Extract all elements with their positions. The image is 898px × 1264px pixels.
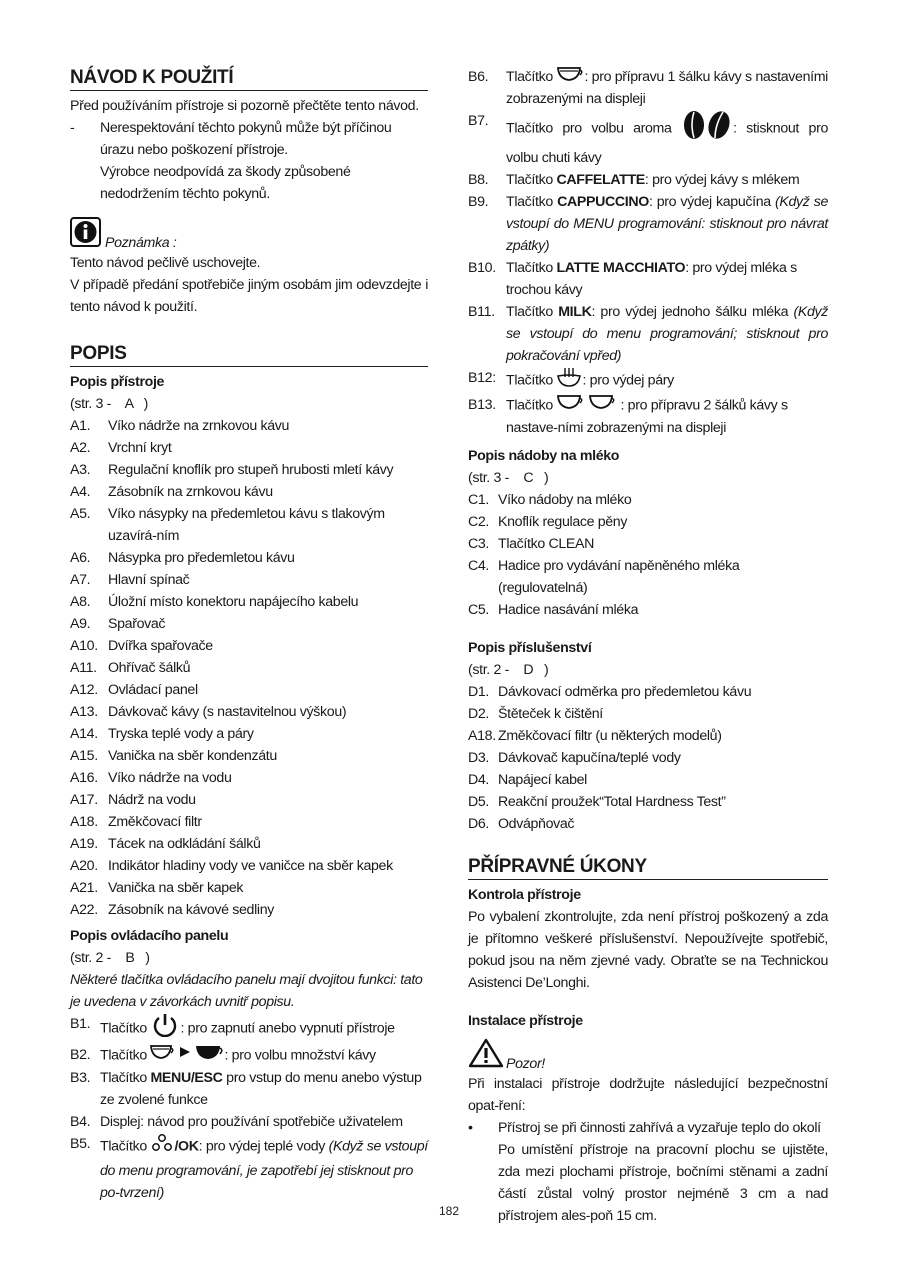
list-item-label: A7. [70,572,91,588]
list-item [468,791,828,813]
check-heading: Kontrola přístroje [468,887,581,904]
list-item-b10: B10. Tlačítko LATTE MACCHIATO: pro výdej mléka s trochou kávy [468,260,797,299]
note-block [70,217,428,252]
list-item [70,701,428,723]
list-item [468,533,828,555]
bullet-item-continuation: Po umístění přístroje na pracovní plochu se ujistěte, zda mezi plochami přístroje, bočními stěnami a zadní částí zůstal volný prostor nejméně 3 cm a nad přístrojem ales-poň 15 cm. [498,1142,828,1225]
list-item-label: C3. [468,536,490,553]
list-item-text: Úložní místo konektoru napájecího kabelu [108,594,359,610]
list-item-b11: B11. Tlačítko MILK: pro výdej jednoho šálku mléka (Když se vstoupí do menu programování; stisknout pro pokračování vpřed) [468,304,828,365]
list-item-label: A11. [70,660,97,676]
list-item [468,769,828,791]
power-icon [150,1013,180,1044]
list-item-label: A14. [70,726,98,742]
list-item-label: D5. [468,794,490,811]
list-item [70,657,428,679]
list-item [468,555,828,599]
list-item-text: Tácek na odkládání šálků [108,836,261,852]
list-item [70,679,428,701]
list-item-label: A16. [70,770,98,786]
list-item [70,415,428,437]
list-item-text: Napájecí kabel [498,772,587,789]
list-item [70,437,428,459]
list-item-text: Dvířka spařovače [108,638,213,654]
list-item-label: A6. [70,550,91,566]
list-item-b6: B6. Tlačítko : pro přípravu 1 šálku kávy s nastaveními zobrazenými na displeji [468,66,828,110]
list-item [468,599,828,621]
list-item-label: C1. [468,492,490,509]
list-item [468,489,828,511]
list-item-text: Změkčovací filtr [108,814,202,830]
note-line-1: Tento návod pečlivě uschovejte. [70,255,261,271]
list-item-label: A13. [70,704,98,720]
list-item-text: Vanička na sběr kapek [108,880,244,896]
list-item-b8: B8. Tlačítko CAFFELATTE: pro výdej kávy s mlékem [468,172,800,189]
list-item-b7: B7. Tlačítko pro volbu aroma : stisknout pro volbu chuti kávy [468,110,828,169]
milk-ref: (str. 3 - C ) [468,470,549,487]
list-item [468,703,828,725]
list-item-text: Nádrž na vodu [108,792,196,808]
list-item-b3: B3. Tlačítko MENU/ESC pro vstup do menu anebo výstup ze zvolené funkce [70,1070,422,1108]
list-item-label: C2. [468,514,490,531]
list-item-text: Reakční proužek“Total Hardness Test” [498,794,726,811]
list-item-label: D2. [468,706,490,723]
list-item-text: Knoflík regulace pěny [498,514,628,531]
section-title-navod: NÁVOD K POUŽITÍ [70,66,428,91]
list-item-text: Odvápňovač [498,816,575,833]
list-item-label: A18. [70,814,98,830]
list-item [70,569,428,591]
list-item-label: A2. [70,440,91,456]
list-item [70,613,428,635]
list-item [70,723,428,745]
list-item-text: Zásobník na zrnkovou kávu [108,484,273,500]
accessories-heading: Popis příslušenství [468,640,592,657]
section-title-priprava: PŘÍPRAVNÉ ÚKONY [468,855,828,880]
list-item-b13: B13. Tlačítko : pro přípravu 2 šálků kávy s nastave-ními zobrazenými na displeji [468,394,828,439]
list-item-text: Spařovač [108,616,166,632]
list-item-label: A9. [70,616,91,632]
panel-note: Některé tlačítka ovládacího panelu mají dvojitou funkci: tato je uvedena v závorkách uvnitř popisu. [70,972,423,1010]
list-item [468,681,828,703]
device-ref: (str. 3 - A ) [70,396,149,412]
list-item-text: Dávkovací odměrka pro předemletou kávu [498,684,752,701]
list-item-text: Hlavní spínač [108,572,190,588]
note-label: Poznámka : [105,235,177,251]
list-item-text: Víko nádoby na mléko [498,492,632,509]
list-item [70,877,428,899]
intro-text: Před používáním přístroje si pozorně přečtěte tento návod. [70,98,419,114]
list-item-text: Ohřívač šálků [108,660,191,676]
list-item [70,899,428,921]
list-item-text: Regulační knoflík pro stupeň hrubosti mletí kávy [108,462,394,478]
two-cups-icon [556,394,620,417]
list-item-label: D3. [468,750,490,767]
page-number: 182 [438,1204,460,1218]
device-parts-list [70,415,428,921]
list-item-label: C5. [468,602,490,619]
list-item-label: A10. [70,638,98,654]
list-item-text: Víko nádrže na vodu [108,770,232,786]
list-item [70,855,428,877]
warning-block [468,1038,828,1073]
install-text: Při instalaci přístroje dodržujte následující bezpečnostní opat-ření: [468,1076,828,1115]
list-item-text: Tryska teplé vody a páry [108,726,254,742]
list-item-label: A15. [70,748,98,764]
list-item-label: A22. [70,902,98,918]
list-item [70,547,428,569]
warning-icon [468,1038,504,1073]
list-item [70,503,428,547]
list-item-label: A20. [70,858,98,874]
list-item-text: Tlačítko CLEAN [498,536,595,553]
list-item [70,459,428,481]
list-item-text: Vrchní kryt [108,440,172,456]
list-item-text: Hadice nasávání mléka [498,602,639,619]
list-item-label: A4. [70,484,91,500]
list-item-text: Víko nádrže na zrnkovou kávu [108,418,290,434]
list-item-b1: B1. Tlačítko : pro zapnutí anebo vypnutí přístroje [70,1013,428,1044]
list-item-label: D6. [468,816,490,833]
coffee-bean-icon [681,110,733,147]
list-item-b4: B4. Displej: návod pro používání spotřebiče uživatelem [70,1114,403,1130]
list-item [70,745,428,767]
dash-item: - Nerespektování těchto pokynů může být příčinou úrazu nebo poškození přístroje. [70,120,392,158]
list-item [70,481,428,503]
list-item [468,725,828,747]
list-item-text: Násypka pro předemletou kávu [108,550,295,566]
panel-heading: Popis ovládacího panelu [70,928,229,944]
dash-item-continuation: Výrobce neodpovídá za škody způsobené nedodržením těchto pokynů. [100,164,351,202]
panel-ref: (str. 2 - B ) [70,950,150,966]
list-item-text: Indikátor hladiny vody ve vaničce na sběr kapek [108,858,393,874]
list-item-label: A17. [70,792,98,808]
list-item-text: Hadice pro vydávání napěněného mléka (regulovatelná) [498,558,740,597]
list-item-text: Víko násypky na předemletou kávu s tlakovým uzavírá-ním [108,506,385,544]
list-item-label: A19. [70,836,98,852]
list-item [70,789,428,811]
list-item [468,747,828,769]
list-item-label: A18. [468,728,496,745]
steam-icon [556,367,582,394]
list-item-b2: B2. Tlačítko : pro volbu množství kávy [70,1044,428,1067]
list-item-text: Vanička na sběr kondenzátu [108,748,277,764]
list-item-label: D4. [468,772,490,789]
coffee-quantity-icon [150,1044,224,1067]
list-item [70,591,428,613]
accessories-ref: (str. 2 - D ) [468,662,549,679]
device-heading: Popis přístroje [70,374,165,390]
list-item [468,511,828,533]
list-item [70,767,428,789]
accessories-list [468,681,828,835]
list-item-b12: B12: Tlačítko : pro výdej páry [468,367,828,394]
warning-label: Pozor! [506,1056,545,1073]
list-item [70,833,428,855]
list-item-text: Ovládací panel [108,682,198,698]
list-item-text: Dávkovač kapučína/teplé vody [498,750,681,767]
check-text: Po vybalení zkontrolujte, zda není přístroj poškozený a zda je přítomno veškeré příslušenství. Nepoužívejte spotřebič, pokud jsou na něm zjevné vady. Obraťte se na Technickou Asistenci De’Longhi. [468,909,828,992]
hot-water-icon [150,1133,174,1160]
left-column [70,66,428,1204]
milk-heading: Popis nádoby na mléko [468,448,620,465]
list-item-text: Změkčovací filtr (u některých modelů) [498,728,722,745]
right-column [468,66,828,1227]
note-line-2: V případě předání spotřebiče jiným osobám jim odevzdejte i tento návod k použití. [70,277,428,315]
install-heading: Instalace přístroje [468,1013,583,1030]
bullet-item: • Přístroj se při činnosti zahřívá a vyzařuje teplo do okolí [468,1120,821,1137]
list-item [70,635,428,657]
single-cup-icon [556,66,584,88]
list-item-label: D1. [468,684,490,701]
list-item-label: C4. [468,558,490,575]
list-item-label: A8. [70,594,91,610]
list-item-label: A12. [70,682,98,698]
list-item-label: A3. [70,462,91,478]
list-item-label: A21. [70,880,98,896]
list-item-label: A1. [70,418,91,434]
list-item-b5: B5. Tlačítko /OK: pro výdej teplé vody (Když se vstoupí do menu programování, je zapotřebí jej stisknout pro po-tvrzení) [70,1133,428,1204]
info-icon [70,217,101,252]
list-item-label: A5. [70,506,91,522]
list-item [468,813,828,835]
list-item-text: Štěteček k čištění [498,706,603,723]
list-item-text: Zásobník na kávové sedliny [108,902,274,918]
list-item [70,811,428,833]
milk-parts-list [468,489,828,621]
list-item-text: Dávkovač kávy (s nastavitelnou výškou) [108,704,347,720]
list-item-b9: B9. Tlačítko CAPPUCCINO: pro výdej kapučína (Když se vstoupí do MENU programování: stisknout pro návrat zpátky) [468,194,828,255]
section-title-popis: POPIS [70,342,428,367]
